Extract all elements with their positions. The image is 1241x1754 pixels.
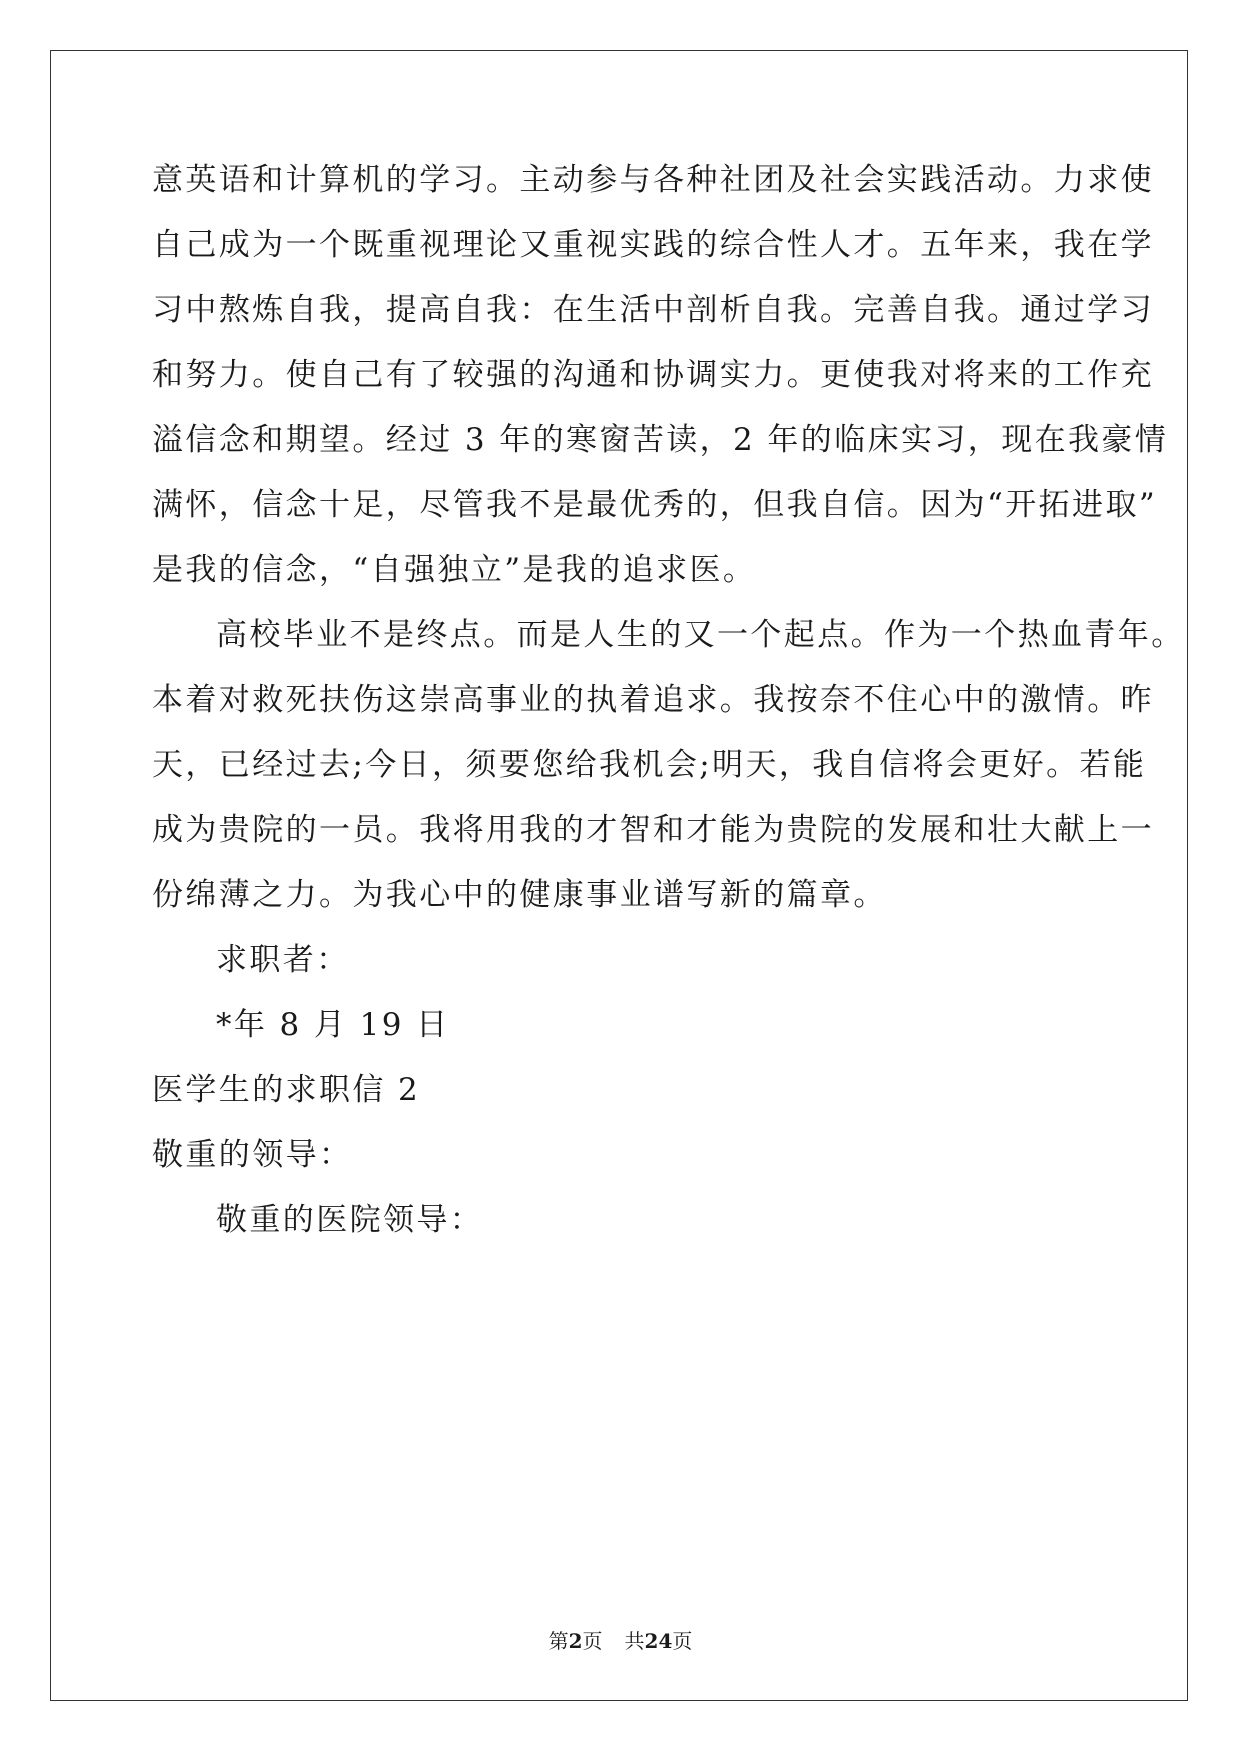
text-line: 习中熬炼自我，提高自我：在生活中剖析自我。完善自我。通过学习 <box>152 292 1154 328</box>
salutation: 敬重的医院领导： <box>216 1202 484 1238</box>
text-line: 高校毕业不是终点。而是人生的又一个起点。作为一个热血青年。 <box>216 617 1185 653</box>
page-footer <box>0 1628 1241 1654</box>
applicant-signature: 求职者： <box>216 942 350 978</box>
text-line: 本着对救死扶伤这崇高事业的执着追求。我按奈不住心中的激情。昨 <box>152 682 1154 718</box>
current-page-number: 2 <box>568 1629 583 1653</box>
footer-page-unit: 页 <box>582 1629 603 1653</box>
letter-date: *年 8 月 19 日 <box>216 1007 450 1043</box>
text-line: 意英语和计算机的学习。主动参与各种社团及社会实践活动。力求使 <box>152 162 1154 198</box>
total-page-number: 24 <box>644 1629 673 1653</box>
text-line: 天，已经过去;今日，须要您给我机会;明天，我自信将会更好。若能 <box>152 747 1147 783</box>
text-line: 份绵薄之力。为我心中的健康事业谱写新的篇章。 <box>152 877 887 913</box>
salutation: 敬重的领导： <box>152 1137 353 1173</box>
text-line: 溢信念和期望。经过 3 年的寒窗苦读，2 年的临床实习，现在我豪情 <box>152 422 1169 458</box>
text-line: 满怀，信念十足，尽管我不是最优秀的，但我自信。因为“开拓进取” <box>152 487 1158 523</box>
text-line: 成为贵院的一员。我将用我的才智和才能为贵院的发展和壮大献上一 <box>152 812 1154 848</box>
text-line: 自己成为一个既重视理论又重视实践的综合性人才。五年来，我在学 <box>152 227 1154 263</box>
footer-total-unit: 页 <box>672 1629 693 1653</box>
text-line: 是我的信念，“自强独立”是我的追求医。 <box>152 552 757 588</box>
section-title: 医学生的求职信 2 <box>152 1072 421 1108</box>
text-line: 和努力。使自己有了较强的沟通和协调实力。更使我对将来的工作充 <box>152 357 1154 393</box>
footer-total-prefix: 共 <box>624 1629 645 1653</box>
document-body <box>152 158 1185 1263</box>
footer-prefix: 第 <box>548 1629 569 1653</box>
